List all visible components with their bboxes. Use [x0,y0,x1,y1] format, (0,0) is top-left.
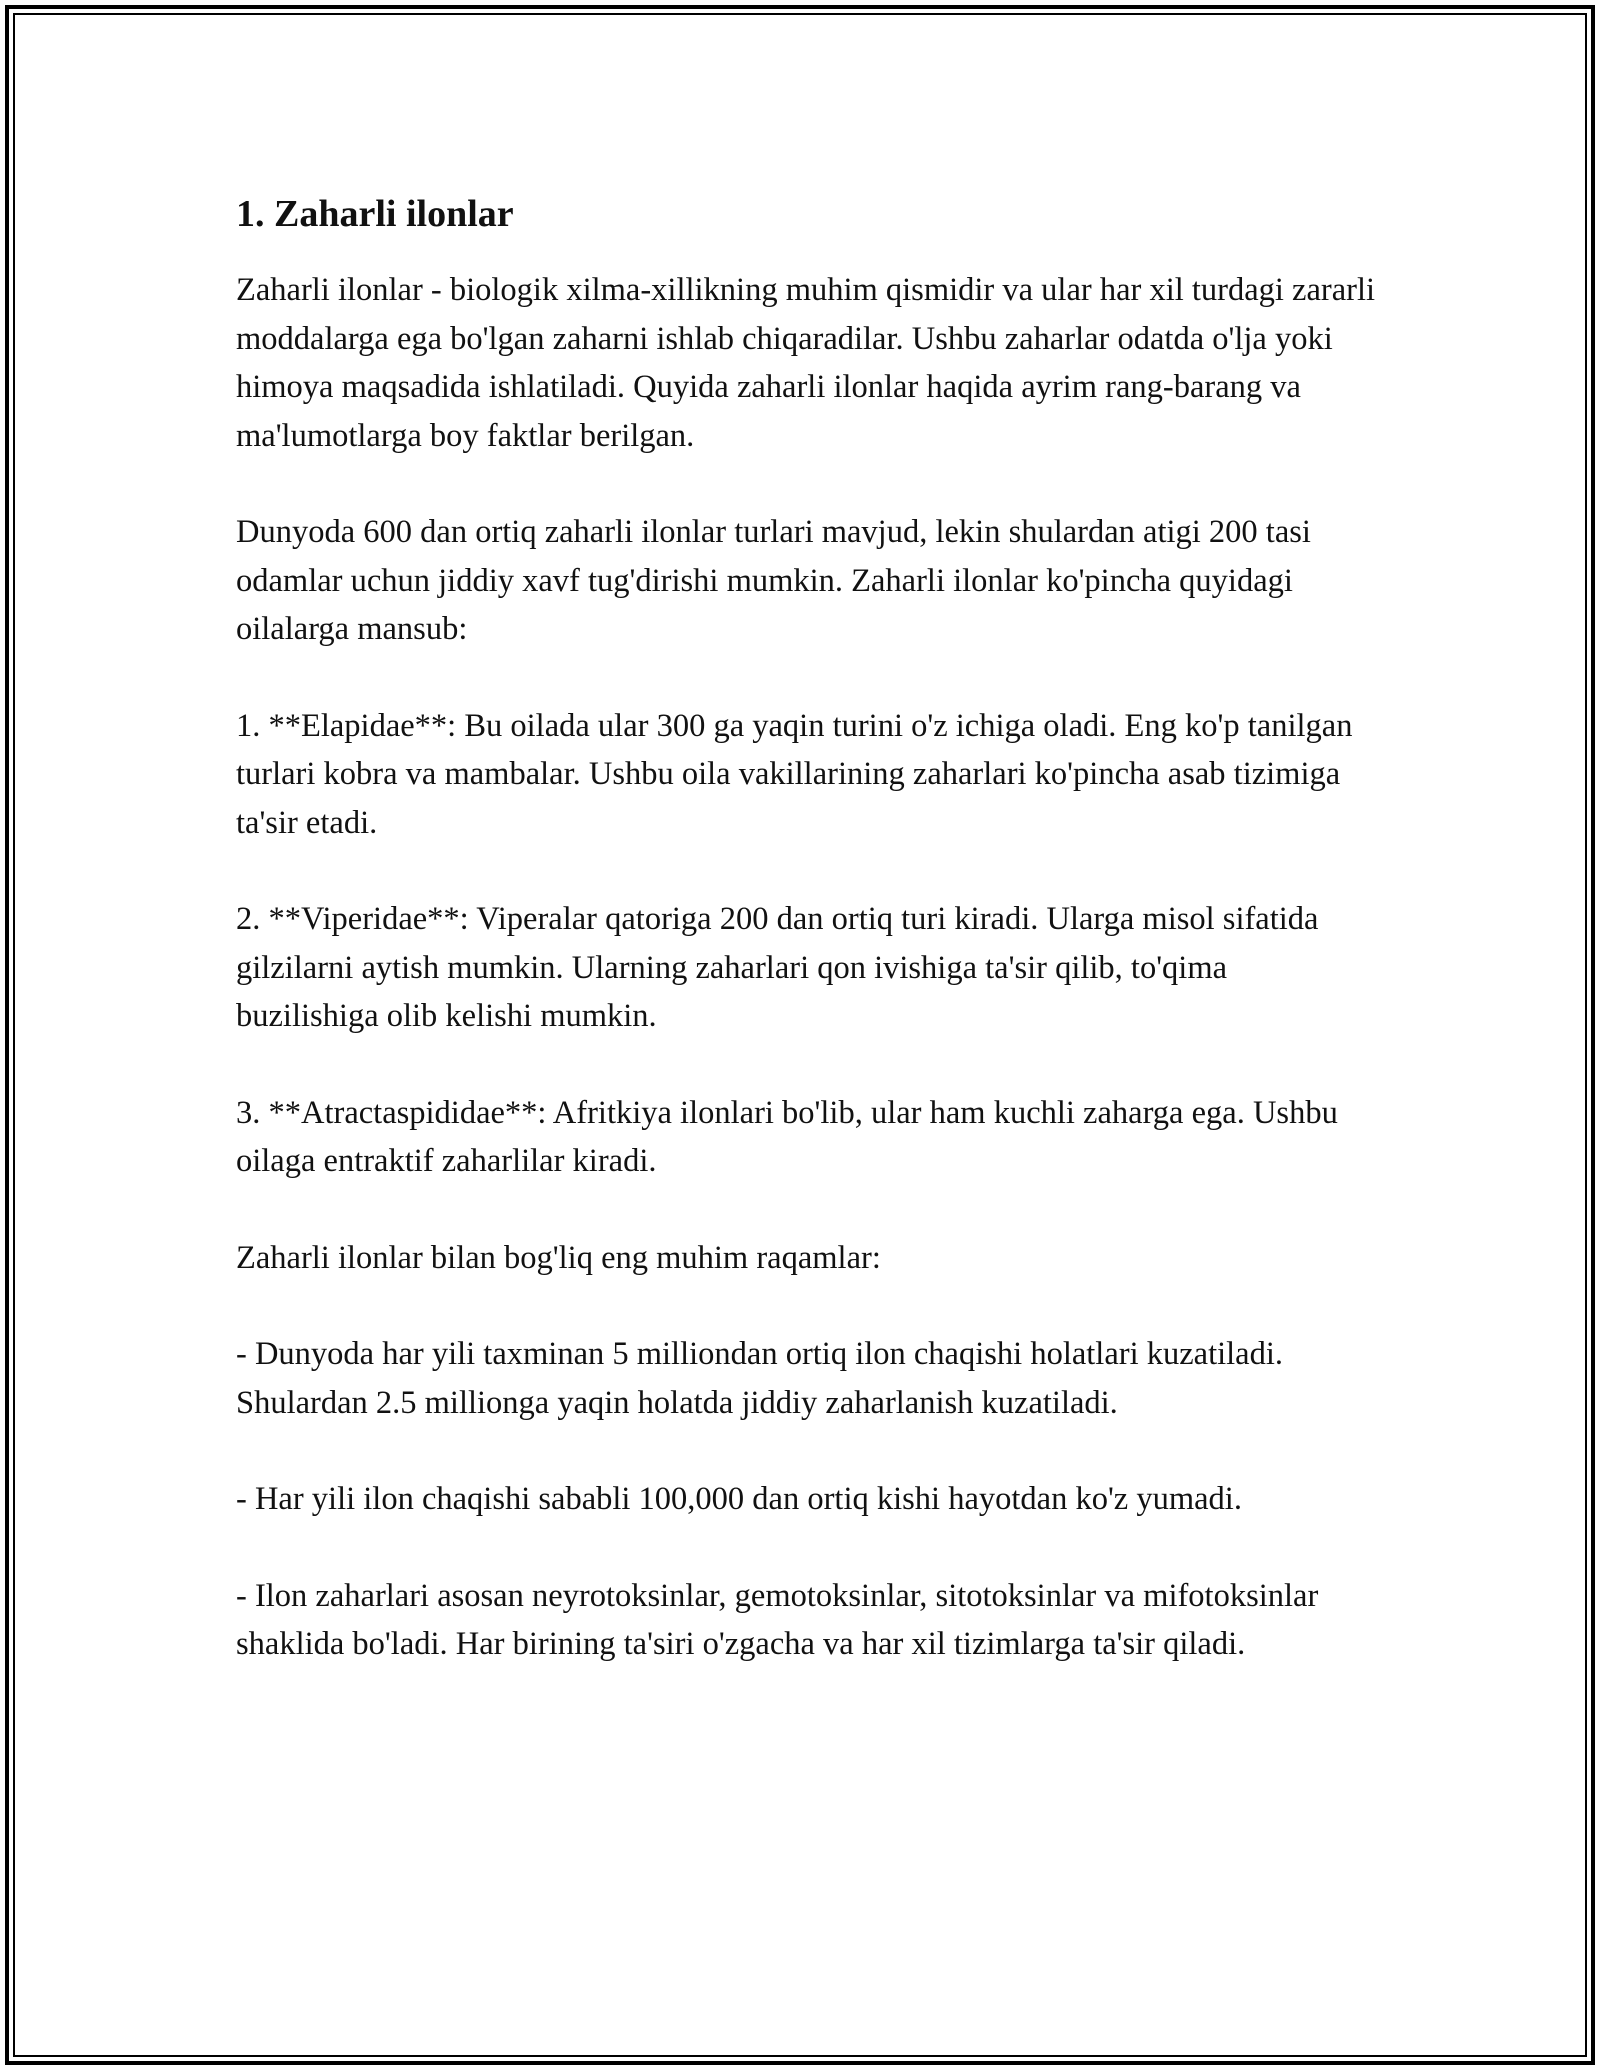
bullet-venom-types: - Ilon zaharlari asosan neyrotoksinlar, gemotoksinlar, sitotoksinlar va mifotoksinlar shaklida bo'ladi. Har birining ta'siri o'zgacha va har xil tizimlarga ta'sir qiladi. [236,1577,1319,1662]
paragraph-key-numbers: Zaharli ilonlar bilan bog'liq eng muhim raqamlar: [236,1239,881,1276]
paragraph-species-count: Dunyoda 600 dan ortiq zaharli ilonlar turlari mavjud, lekin shulardan atigi 200 tasi odamlar uchun jiddiy xavf tug'dirishi mumkin. Zaharli ilonlar ko'pincha quyidagi oilalarga mansub: [236,514,1311,647]
list-item-viperidae: 2. **Viperidae**: Viperalar qatoriga 200 dan ortiq turi kiradi. Ularga misol sifatida gilzilarni aytish mumkin. Ularning zaharlari qon ivishiga ta'sir qilib, to'qima buzilishiga olib kelishi mumkin. [236,901,1319,1034]
document-body [236,184,1376,1717]
section-heading: 1. Zaharli ilonlar [236,193,514,235]
bullet-deaths-per-year: - Har yili ilon chaqishi sababli 100,000 dan ortiq kishi hayotdan ko'z yumadi. [236,1481,1242,1517]
bullet-bites-per-year: - Dunyoda har yili taxminan 5 milliondan ortiq ilon chaqishi holatlari kuzatiladi. Shulardan 2.5 millionga yaqin holatda jiddiy zaharlanish kuzatiladi. [236,1336,1283,1421]
list-item-elapidae: 1. **Elapidae**: Bu oilada ular 300 ga yaqin turini o'z ichiga oladi. Eng ko'p tanilgan turlari kobra va mambalar. Ushbu oila vakillarining zaharlari ko'pincha asab tizimiga ta'sir etadi. [236,707,1353,841]
list-item-atractaspididae: 3. **Atractaspididae**: Afritkiya ilonlari bo'lib, ular ham kuchli zaharga ega. Ushbu oilaga entraktif zaharlilar kiradi. [236,1094,1338,1179]
paragraph-intro: Zaharli ilonlar - biologik xilma-xillikning muhim qismidir va ular har xil turdagi zararli moddalarga ega bo'lgan zaharni ishlab chiqaradilar. Ushbu zaharlar odatda o'lja yoki himoya maqsadida ishlatiladi. Quyida zaharli ilonlar haqida ayrim rang-barang va ma'lumotlarga boy faktlar berilgan. [236,272,1376,454]
